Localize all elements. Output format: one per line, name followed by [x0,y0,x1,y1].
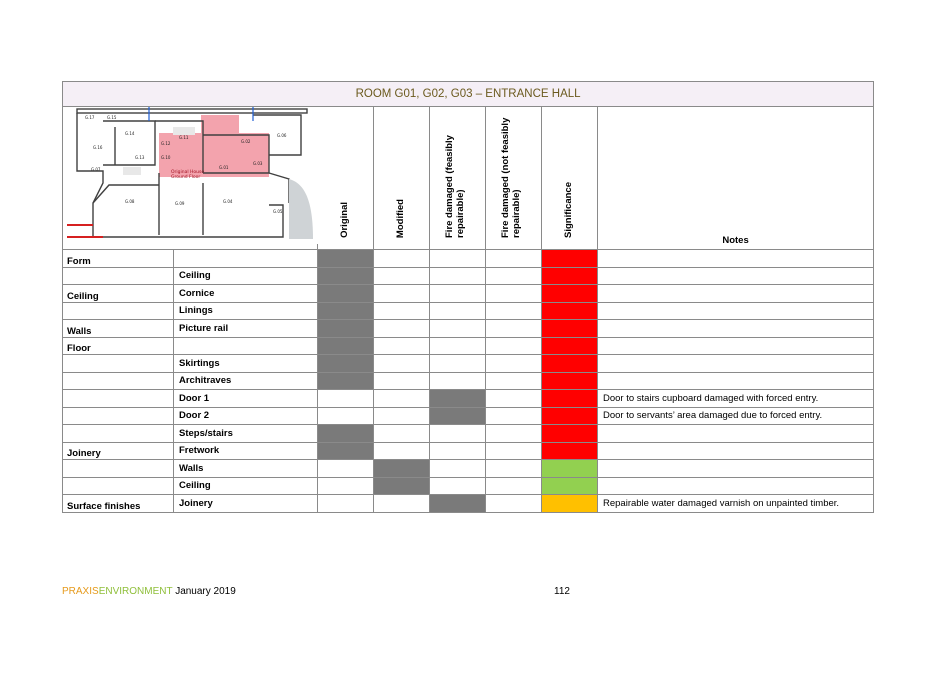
row-group-label [63,407,174,425]
assessment-cell [374,285,430,303]
row-note: Door to servants’ area damaged due to forced entry. [598,407,874,425]
assessment-cell [486,407,542,425]
row-group-label: Form [63,250,174,268]
assessment-cell [318,425,374,443]
plan-label: G.08 [125,199,135,204]
assessment-cell [374,460,430,478]
row-note: Door to stairs cupboard damaged with forced entry. [598,390,874,408]
row-group-label: Floor [63,337,174,355]
assessment-cell [486,302,542,320]
assessment-cell [318,390,374,408]
significance-cell [542,495,598,513]
significance-cell [542,250,598,268]
assessment-cell [318,267,374,285]
assessment-cell [430,355,486,373]
row-group-label: Surface finishes [63,495,174,513]
table-row [63,267,874,285]
header-significance: Significance [542,107,598,250]
row-item-label: Cornice [174,285,318,303]
plan-label: G.14 [125,131,135,136]
row-item-label: Door 2 [174,407,318,425]
significance-cell [542,302,598,320]
room-title: ROOM G01, G02, G03 – ENTRANCE HALL [63,82,874,107]
assessment-cell [486,425,542,443]
row-note [598,320,874,338]
floor-plan-drawing [63,107,318,244]
row-group-label [63,355,174,373]
row-item-label: Picture rail [174,320,318,338]
row-group-label [63,390,174,408]
row-item-label [174,337,318,355]
table-row [63,442,874,460]
row-note [598,460,874,478]
table-row [63,372,874,390]
row-item-label: Walls [174,460,318,478]
table-row [63,477,874,495]
row-group-label: Walls [63,320,174,338]
assessment-cell [318,495,374,513]
assessment-cell [486,355,542,373]
row-note [598,250,874,268]
header-fire-not-feasible: Fire damaged (not feasibly repairable) [486,107,542,250]
table-row [63,320,874,338]
row-group-label [63,302,174,320]
assessment-cell [486,442,542,460]
table-row [63,250,874,268]
table-row [63,407,874,425]
row-item-label: Linings [174,302,318,320]
plan-label: G.13 [135,155,145,160]
row-note [598,302,874,320]
row-group-label [63,425,174,443]
assessment-cell [318,477,374,495]
assessment-cell [374,337,430,355]
row-item-label: Ceiling [174,267,318,285]
row-item-label: Skirtings [174,355,318,373]
row-item-label: Steps/stairs [174,425,318,443]
significance-cell [542,425,598,443]
plan-label: G.05 [273,209,283,214]
assessment-cell [430,320,486,338]
assessment-cell [374,250,430,268]
assessment-sheet [62,81,873,513]
assessment-cell [430,302,486,320]
row-group-label [63,460,174,478]
assessment-cell [318,442,374,460]
assessment-cell [318,302,374,320]
significance-cell [542,407,598,425]
assessment-cell [486,460,542,478]
footer-praxis: PRAXIS [62,586,99,597]
row-item-label: Ceiling [174,477,318,495]
row-item-label: Fretwork [174,442,318,460]
assessment-cell [318,407,374,425]
assessment-cell [374,320,430,338]
assessment-cell [430,337,486,355]
significance-cell [542,285,598,303]
assessment-cell [374,495,430,513]
plan-label: G.03 [253,161,263,166]
table-row [63,495,874,513]
assessment-rows [63,250,874,513]
page-number: 112 [554,586,570,597]
assessment-cell [374,302,430,320]
row-note [598,442,874,460]
table-row [63,460,874,478]
assessment-cell [318,250,374,268]
table-row [63,337,874,355]
assessment-cell [430,407,486,425]
row-note [598,285,874,303]
plan-highlight-label: Ground Floor [171,175,201,180]
assessment-cell [374,372,430,390]
assessment-cell [374,407,430,425]
assessment-cell [430,425,486,443]
row-item-label [174,250,318,268]
footer-brand [62,586,236,597]
assessment-cell [430,477,486,495]
assessment-cell [430,442,486,460]
assessment-cell [318,460,374,478]
plan-label: G.01 [219,165,229,170]
assessment-cell [318,320,374,338]
assessment-cell [430,495,486,513]
row-note [598,425,874,443]
footer-environment: ENVIRONMENT [98,586,173,597]
plan-highlight-label: Original House [171,170,205,175]
row-note [598,337,874,355]
row-group-label: Joinery [63,442,174,460]
assessment-cell [486,495,542,513]
row-note [598,355,874,373]
assessment-cell [486,337,542,355]
header-original: Original [318,107,374,250]
assessment-table [62,81,874,513]
plan-label: G.12 [161,141,171,146]
row-group-label [63,372,174,390]
row-item-label: Door 1 [174,390,318,408]
plan-label: G.04 [223,199,233,204]
row-item-label: Joinery [174,495,318,513]
assessment-cell [374,267,430,285]
significance-cell [542,337,598,355]
significance-cell [542,267,598,285]
row-group-label [63,267,174,285]
significance-cell [542,477,598,495]
row-group-label: Ceiling [63,285,174,303]
assessment-cell [374,390,430,408]
assessment-cell [318,285,374,303]
assessment-cell [374,425,430,443]
assessment-cell [374,355,430,373]
table-row [63,302,874,320]
table-row [63,425,874,443]
assessment-cell [486,285,542,303]
significance-cell [542,390,598,408]
plan-label: G.16 [93,145,103,150]
row-note [598,372,874,390]
table-row [63,390,874,408]
plan-label: G.06 [277,133,287,138]
assessment-cell [318,337,374,355]
significance-cell [542,320,598,338]
assessment-cell [486,320,542,338]
plan-label: G.10 [161,155,171,160]
floor-plan [63,107,318,250]
plan-label: G.07 [91,167,101,172]
assessment-cell [374,442,430,460]
row-note [598,267,874,285]
plan-label: G.11 [179,135,189,140]
significance-cell [542,460,598,478]
header-notes: Notes [598,107,874,250]
assessment-cell [430,267,486,285]
significance-cell [542,372,598,390]
assessment-cell [430,285,486,303]
assessment-cell [430,390,486,408]
header-fire-feasible: Fire damaged (feasibly repairable) [430,107,486,250]
plan-label: G.09 [175,201,185,206]
row-item-label: Architraves [174,372,318,390]
assessment-cell [430,460,486,478]
row-group-label [63,477,174,495]
plan-label: G.02 [241,139,251,144]
assessment-cell [318,355,374,373]
assessment-cell [318,372,374,390]
table-row [63,285,874,303]
assessment-cell [486,267,542,285]
row-note [598,477,874,495]
assessment-cell [486,250,542,268]
assessment-cell [430,250,486,268]
assessment-cell [374,477,430,495]
significance-cell [542,355,598,373]
plan-label: G.17 [85,115,95,120]
assessment-cell [430,372,486,390]
assessment-cell [486,372,542,390]
significance-cell [542,442,598,460]
footer-date: January 2019 [175,586,236,597]
assessment-cell [486,477,542,495]
table-row [63,355,874,373]
plan-label: G.15 [107,115,117,120]
row-note: Repairable water damaged varnish on unpainted timber. [598,495,874,513]
header-modified: Modified [374,107,430,250]
assessment-cell [486,390,542,408]
